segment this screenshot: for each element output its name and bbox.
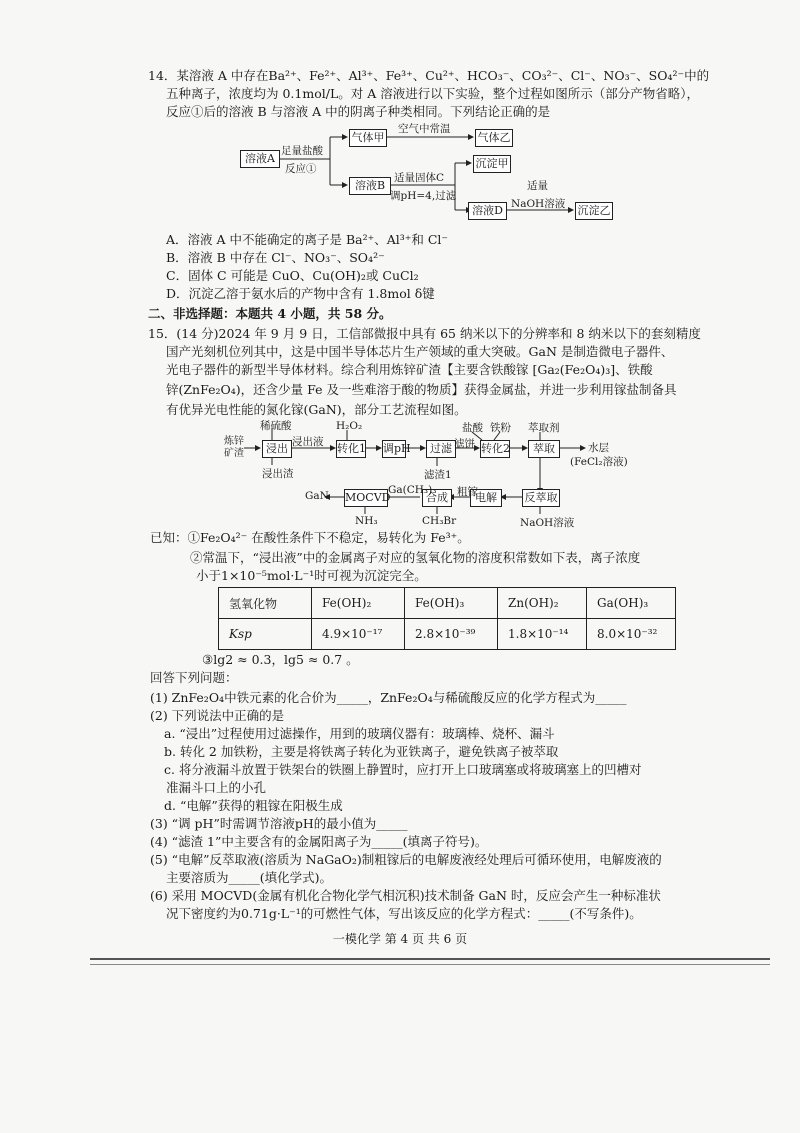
leach-residue-label: 浸出渣 [262,468,294,480]
iron-powder-label: 铁粉 [490,422,511,434]
leach-liquid-label: 浸出液 [292,436,324,448]
page-footer: 一模化学 第 4 页 共 6 页 [332,932,468,946]
ksp-value-cell: 8.0×10⁻³² [587,619,676,650]
question-6: (6) 采用 MOCVD(金属有机化合物化学气相沉积)技术制备 GaN 时，反应会产生一种标准状 [150,888,661,903]
question-2-option-c-cont: 准漏斗口上的小孔 [166,780,267,795]
precipitate-jia-box: 沉淀甲 [473,155,511,173]
electrolysis-box: 电解 [470,489,502,507]
q14-line-1: 14．某溶液 A 中存在Ba²⁺、Fe²⁺、Al³⁺、Fe³⁺、Cu²⁺、HCO₃⁻、CO₃²⁻、Cl⁻、NO₃⁻、SO₄²⁻中的 [148,68,710,83]
filter-cake-label: 滤饼 [454,438,475,450]
ksp-header-cell: 氢氧化物 [219,588,312,619]
q15-intro-1: 15．(14 分)2024 年 9 月 9 日，工信部微报中具有 65 纳米以下的分辨率和 8 纳米以下的套刻精度 [148,326,701,341]
reaction-1-label: 反应① [285,163,317,175]
ksp-header-cell: Ga(OH)₃ [587,588,676,619]
nh3-label: NH₃ [355,515,378,527]
h2o2-label: H₂O₂ [336,420,363,432]
naoh-solution-label: NaOH溶液 [511,198,566,210]
ksp-header-cell: Zn(OH)₂ [498,588,587,619]
gach3-label: Ga(CH₃)₃ [388,484,437,496]
question-2-option-a: a. “浸出”过程使用过滤操作，用到的玻璃仪器有：玻璃棒、烧杯、漏斗 [164,726,555,741]
precipitate-yi-box: 沉淀乙 [575,202,613,220]
known-3: ③lg2 ≈ 0.3，lg5 ≈ 0.7 。 [202,652,359,667]
solution-b-box: 溶液B [349,177,391,195]
ksp-header-cell: Fe(OH)₂ [312,588,405,619]
question-5-cont: 主要溶质为_____(填化学式)。 [166,870,333,885]
aqueous-layer-label: 水层 [588,442,609,454]
solution-d-box: 溶液D [468,202,507,220]
conversion-1-box: 转化1 [336,440,366,458]
hcl-label: 足量盐酸 [281,145,323,157]
ksp-table-header-row [219,588,676,619]
fecl2-note-label: (FeCl₂溶液) [570,456,628,468]
question-3: (3) “调 pH”时需调节溶液pH的最小值为_____ [150,816,408,831]
ksp-table [218,587,676,650]
mocvd-box: MOCVD [344,489,388,507]
question-2: (2) 下列说法中正确的是 [150,708,285,723]
synthesis-box: 合成 [422,489,452,507]
q14-option-d: D．沉淀乙溶于氨水后的产物中含有 1.8mol δ键 [166,286,435,301]
q14-option-b: B．溶液 B 中存在 Cl⁻、NO₃⁻、SO₄²⁻ [166,250,385,265]
question-2-option-d: d. “电解”获得的粗镓在阳极生成 [164,798,343,813]
crude-ga-label: 粗镓 [457,486,478,498]
q15-flow-arrows [0,0,800,540]
gas-jia-box: 气体甲 [349,129,387,147]
ch3br-label: CH₃Br [422,515,457,527]
conversion-2-box: 转化2 [480,440,510,458]
solid-c-label: 适量固体C [394,172,445,184]
known-1: 已知：①Fe₂O₄²⁻ 在酸性条件下不稳定，易转化为 Fe³⁺。 [150,530,470,545]
ph-label: 调pH=4,过滤 [390,190,457,202]
ksp-value-cell: 4.9×10⁻¹⁷ [312,619,405,650]
naoh-amount-label: 适量 [527,180,548,192]
ksp-value-cell: 1.8×10⁻¹⁴ [498,619,587,650]
extractant-label: 萃取剂 [528,422,560,434]
known-2a: ②常温下，“浸出液”中的金属离子对应的氢氧化物的溶度积常数如下表，离子浓度 [190,550,641,565]
q14-line-3: 反应①后的溶液 B 与溶液 A 中的阴离子种类相同。下列结论正确的是 [166,104,551,119]
bottom-rule-thin [90,964,770,965]
gan-label: GaN [305,490,329,502]
gas-yi-box: 气体乙 [475,129,513,147]
dilute-acid-label: 稀硫酸 [260,420,292,432]
q14-line-2: 五种离子，浓度均为 0.1mol/L。对 A 溶液进行以下实验，整个过程如图所示（部分产物省略）， [166,86,699,101]
question-5: (5) “电解”反萃取液(溶质为 NaGaO₂)制粗镓后的电解废液经处理后可循环使用，电解废液的 [150,852,662,867]
ksp-header-cell: Fe(OH)₃ [405,588,498,619]
answer-intro: 回答下列问题： [150,670,238,685]
question-2-option-b: b. 转化 2 加铁粉，主要是将铁离子转化为亚铁离子，避免铁离子被萃取 [164,744,559,759]
ksp-table-value-row [219,619,676,650]
q14-option-a: A．溶液 A 中不能确定的离子是 Ba²⁺、Al³⁺和 Cl⁻ [166,232,448,247]
q15-intro-2: 国产光刻机位列其中，这是中国半导体芯片生产领域的重大突破。GaN 是制造微电子器件、 [166,344,674,359]
adjust-ph-box: 调pH [382,440,406,458]
filter-residue-label: 滤渣1 [424,469,452,481]
back-extract-box: 反萃取 [522,489,560,507]
raw-slag-label: 炼锌矿渣 [224,436,244,459]
filter-box: 过滤 [426,440,456,458]
q14-option-c: C．固体 C 可能是 CuO、Cu(OH)₂或 CuCl₂ [166,268,419,283]
ksp-value-cell: 2.8×10⁻³⁹ [405,619,498,650]
air-label: 空气中常温 [398,123,451,135]
known-2b: 小于1×10⁻⁵mol·L⁻¹时可视为沉淀完全。 [196,568,427,583]
q15-intro-3: 光电子器件的新型半导体材料。综合利用炼锌矿渣【主要含铁酸镓 [Ga₂(Fe₂O₄)₃]、铁酸 [166,362,653,377]
question-6-cont: 况下密度约为0.71g·L⁻¹的可燃性气体，写出该反应的化学方程式：_____(不写条件)。 [166,906,642,921]
bottom-rule [90,958,770,960]
leach-box: 浸出 [262,440,292,458]
naoh-solution-label: NaOH溶液 [520,517,575,529]
question-4: (4) “滤渣 1”中主要含有的金属阳离子为_____(填离子符号)。 [150,834,488,849]
solution-a-box: 溶液A [240,150,280,168]
q15-intro-5: 有优异光电性能的氮化镓(GaN)，部分工艺流程如图。 [166,402,467,417]
ksp-value-cell: Ksp [219,619,312,650]
extract-box: 萃取 [528,440,560,458]
question-2-option-c: c. 将分液漏斗放置于铁架台的铁圈上静置时，应打开上口玻璃塞或将玻璃塞上的凹槽对 [164,762,642,777]
q15-intro-4: 锌(ZnFe₂O₄)，还含少量 Fe 及一些难溶于酸的物质】获得金属盐，并进一步利用镓盐制备具 [166,382,677,397]
question-1: (1) ZnFe₂O₄中铁元素的化合价为_____，ZnFe₂O₄与稀硫酸反应的化学方程式为_____ [150,690,627,705]
section-2-heading: 二、非选择题：本题共 4 小题，共 58 分。 [148,306,392,321]
hcl-label: 盐酸 [462,422,483,434]
